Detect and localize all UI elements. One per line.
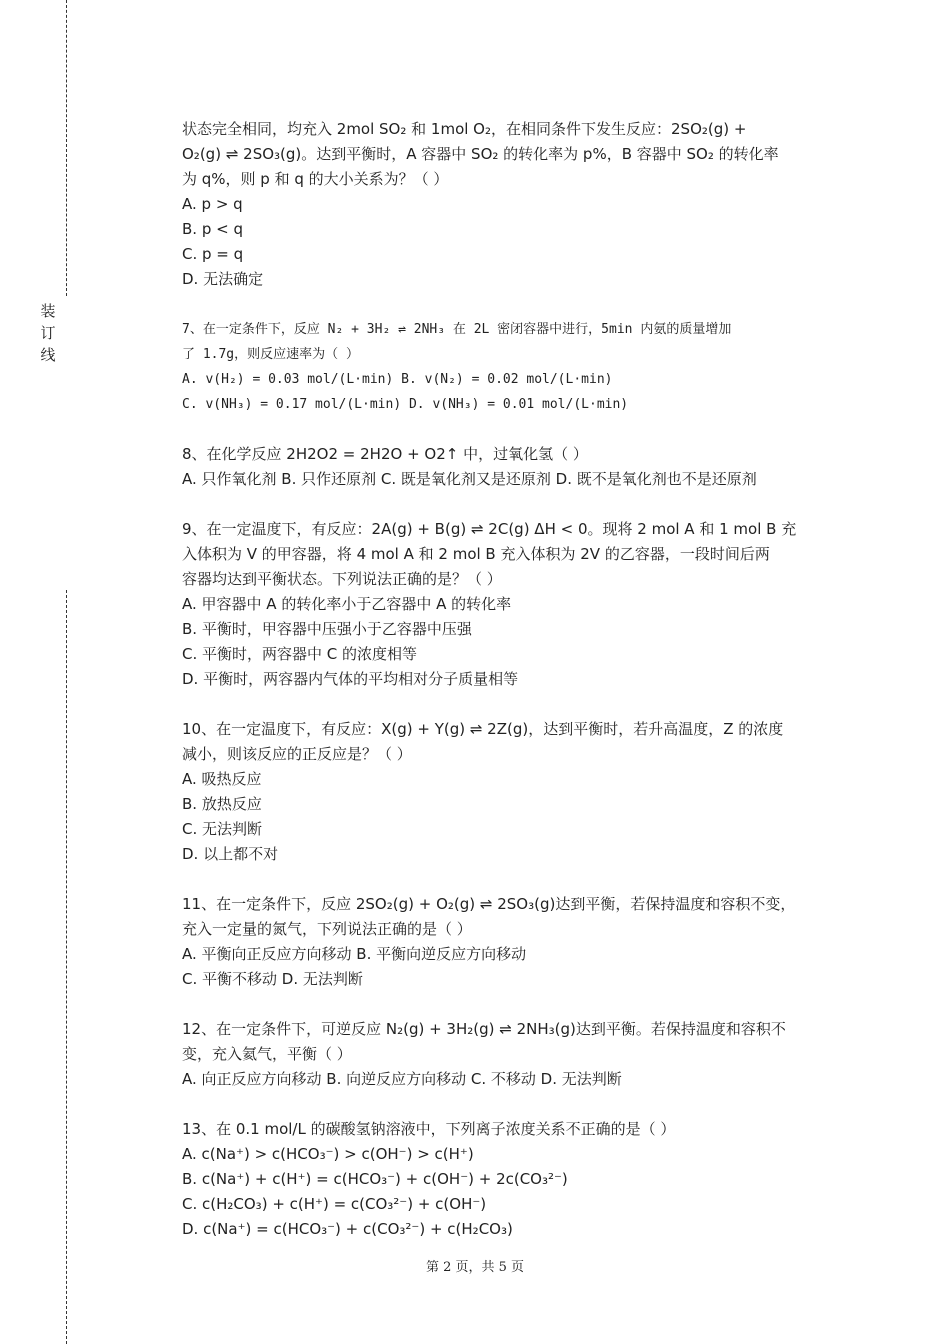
text-line: A. 只作氧化剂 B. 只作还原剂 C. 既是氧化剂又是还原剂 D. 既不是氧化剂也不是还原剂 (182, 470, 757, 488)
text-line: 容器均达到平衡状态。下列说法正确的是？（ ） (182, 570, 502, 588)
binding-line-top (66, 0, 67, 296)
spacer (182, 692, 842, 717)
spacer (182, 292, 842, 317)
text-line: A. p > q (182, 195, 243, 213)
text-line: D. 平衡时，两容器内气体的平均相对分子质量相等 (182, 670, 519, 688)
text-line: D. 无法确定 (182, 270, 264, 288)
text-line: B. c(Na⁺) + c(H⁺) = c(HCO₃⁻) + c(OH⁻) + 2c(CO₃²⁻) (182, 1170, 568, 1188)
text-line: C. p = q (182, 245, 244, 263)
text-line: B. p < q (182, 220, 243, 238)
spacer (182, 417, 842, 442)
text-line: 8、在化学反应 2H2O2 = 2H2O + O2↑ 中，过氧化氢（ ） (182, 445, 588, 463)
text-line: 12、在一定条件下，可逆反应 N₂(g) + 3H₂(g) ⇌ 2NH₃(g)达到平衡。若保持温度和容积不 (182, 1020, 786, 1038)
text-line: C. 无法判断 (182, 820, 263, 838)
binding-char: 线 (40, 346, 56, 364)
text-line: 入体积为 V 的甲容器，将 4 mol A 和 2 mol B 充入体积为 2V 的乙容器，一段时间后两 (182, 545, 770, 563)
text-line: D. 以上都不对 (182, 845, 279, 863)
binding-char: 装 (40, 302, 56, 320)
text-line: A. 吸热反应 (182, 770, 262, 788)
spacer (182, 1092, 842, 1117)
text-line: 7、在一定条件下，反应 N₂ + 3H₂ ⇌ 2NH₃ 在 2L 密闭容器中进行，5min 内氨的质量增加 (182, 322, 732, 337)
text-line: 9、在一定温度下，有反应：2A(g) + B(g) ⇌ 2C(g) ΔH < 0。现将 2 mol A 和 1 mol B 充 (182, 520, 797, 538)
text-line: A. 平衡向正反应方向移动 B. 平衡向逆反应方向移动 (182, 945, 527, 963)
text-line: C. 平衡不移动 D. 无法判断 (182, 970, 363, 988)
text-line: C. c(H₂CO₃) + c(H⁺) = c(CO₃²⁻) + c(OH⁻) (182, 1195, 487, 1213)
text-line: 充入一定量的氮气，下列说法正确的是（ ） (182, 920, 472, 938)
text-line: D. c(Na⁺) = c(HCO₃⁻) + c(CO₃²⁻) + c(H₂CO₃) (182, 1220, 513, 1238)
text-line: A. 甲容器中 A 的转化率小于乙容器中 A 的转化率 (182, 595, 512, 613)
text-line: B. 平衡时，甲容器中压强小于乙容器中压强 (182, 620, 472, 638)
text-line: A. c(Na⁺) > c(HCO₃⁻) > c(OH⁻) > c(H⁺) (182, 1145, 474, 1163)
text-line: 变，充入氦气，平衡（ ） (182, 1045, 352, 1063)
text-line: 11、在一定条件下，反应 2SO₂(g) + O₂(g) ⇌ 2SO₃(g)达到平衡，若保持温度和容积不变， (182, 895, 796, 913)
spacer (182, 992, 842, 1017)
text-line: 为 q%，则 p 和 q 的大小关系为？（ ） (182, 170, 449, 188)
spacer (182, 867, 842, 892)
text-line: A. v(H₂) = 0.03 mol/(L·min) B. v(N₂) = 0.02 mol/(L·min) (182, 372, 613, 387)
text-line: 状态完全相同，均充入 2mol SO₂ 和 1mol O₂，在相同条件下发生反应：2SO₂(g) + (182, 120, 747, 138)
binding-char: 订 (40, 324, 56, 342)
question-content (182, 117, 842, 1242)
text-line: 13、在 0.1 mol/L 的碳酸氢钠溶液中，下列离子浓度关系不正确的是（ ） (182, 1120, 676, 1138)
text-line: 10、在一定温度下，有反应：X(g) + Y(g) ⇌ 2Z(g)，达到平衡时，若升高温度，Z 的浓度 (182, 720, 784, 738)
text-line: A. 向正反应方向移动 B. 向逆反应方向移动 C. 不移动 D. 无法判断 (182, 1070, 622, 1088)
page-footer: 第 2 页，共 5 页 (425, 1260, 525, 1275)
text-line: C. 平衡时，两容器中 C 的浓度相等 (182, 645, 418, 663)
binding-line-bottom (66, 590, 67, 1344)
text-line: 减小，则该反应的正反应是？（ ） (182, 745, 412, 763)
text-line: C. v(NH₃) = 0.17 mol/(L·min) D. v(NH₃) = 0.01 mol/(L·min) (182, 397, 629, 412)
text-line: B. 放热反应 (182, 795, 262, 813)
spacer (182, 492, 842, 517)
binding-label (38, 300, 58, 366)
text-line: 了 1.7g，则反应速率为（ ） (182, 347, 359, 362)
text-line: O₂(g) ⇌ 2SO₃(g)。达到平衡时，A 容器中 SO₂ 的转化率为 p%，B 容器中 SO₂ 的转化率 (182, 145, 779, 163)
